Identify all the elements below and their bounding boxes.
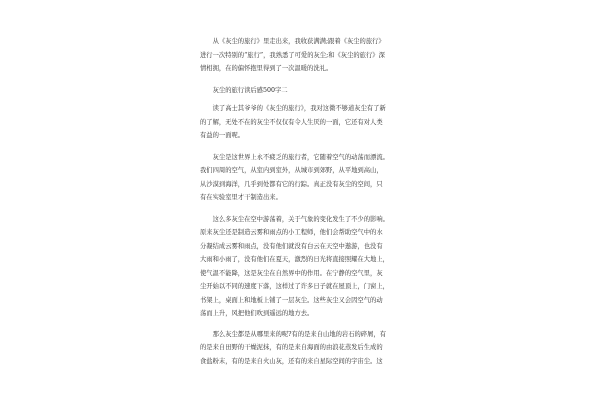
document-body (200, 35, 400, 376)
text-line: 的是来自田野的干燥泥抹，有的是来自海面的由浪花蒸发后生成的 (200, 344, 383, 351)
text-line: 读了高士其爷爷的《灰尘的旅行》，我对这微不够道灰尘有了新 (212, 105, 386, 112)
paragraph-2 (200, 102, 400, 143)
text-line: 有益的一面呢。 (200, 132, 245, 139)
text-line: 我们四周的空气，从室内到室外，从城市到郊野，从平地到高山， (200, 167, 383, 174)
text-line: 情相拥，在的偏怀抱里得到了一次温暖的洗礼。 (200, 65, 333, 72)
paragraph-4 (200, 213, 400, 321)
text-line: 食盐粉末，有的是来自火山灰，还有的来自星际空间的宇宙尘。这 (200, 357, 383, 365)
text-line: 使气温不能降，这是灰尘在自然界中的作用。在宁静的空气里，灰 (200, 269, 383, 277)
text-line: 大雨和小雨了，没有他们在夏天，激烈的日光将直接照耀在大地上， (200, 256, 389, 263)
text-line: 尘开始以不同的速度下落，这样过了许多日子就在屋顶上，门窗上， (200, 283, 389, 290)
text-line: 这么多灰尘在空中游荡着，关于气象的变化发生了不少的影响。 (212, 215, 389, 223)
paragraph-1 (200, 35, 400, 76)
section-heading (200, 84, 400, 98)
text-line: 从《灰尘的旅行》里走出来，我收获满满;跟着《灰尘的旅行》 (212, 38, 385, 45)
text-line: 分凝结成云雾和雨点，没有他们就没有白云在天空中遨游，也没有 (200, 242, 383, 250)
paragraph-3 (200, 151, 400, 205)
heading-text: 灰尘的旅行读后感500字二 (212, 86, 288, 94)
text-line: 从沙漠到海洋，几乎到处都有它的行踪。真正没有灰尘的空间，只 (200, 180, 383, 188)
text-line: 有在实验室里才干制造出来。 (200, 194, 282, 201)
text-line: 那么灰尘都是从哪里来的呢?有的是来自山地的岩石的碎屑，有 (212, 330, 386, 338)
text-line: 的了解，无处不在的灰尘不仅仅有令人生厌的一面，它还有对人类 (200, 118, 383, 126)
text-line: 荡而上升，风把他们吹到遥远的地方去。 (200, 310, 314, 317)
paragraph-5 (200, 328, 400, 369)
text-line: 原来灰尘还是制造云雾和雨点的小工程师，他们会帮助空气中的水 (200, 229, 383, 236)
text-line: 书架上，桌面上和地板上铺了一层灰尘。这些灰尘又会因空气的动 (200, 296, 383, 304)
text-line: 进行一次特别的“旅行”，我熟悉了可爱的灰尘;和《灰尘的旅行》深 (200, 51, 385, 59)
text-line: 灰尘是这世界上永不疲乏的旅行者，它随着空气的动荡而漂流。 (212, 153, 389, 161)
